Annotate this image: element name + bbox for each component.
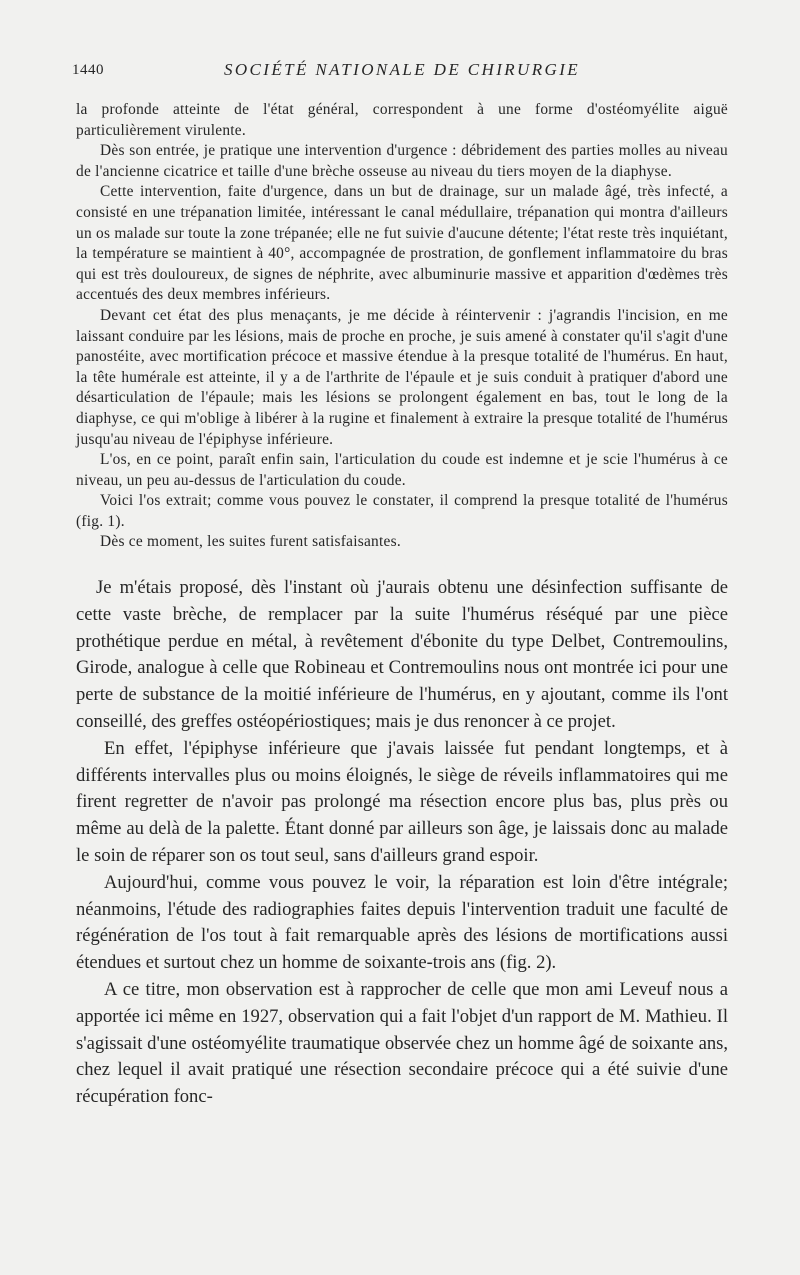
main-text-section (76, 575, 728, 1111)
document-page (72, 60, 728, 1111)
paragraph: L'os, en ce point, paraît enfin sain, l'articulation du coude est indemne et je scie l'humérus à ce niveau, un peu au-dessus de l'articulation du coude. (76, 451, 728, 489)
paragraph: A ce titre, mon observation est à rapprocher de celle que mon ami Leveuf nous a apportée ici même en 1927, observation qui a fait l'objet d'un rapport de M. Mathieu. Il s'agissait d'une ostéomyélite traumatique observée chez un homme âgé de soixante ans, chez lequel il avait pratiqué une résection secondaire précoce qui a été suivie d'une récupération fonc- (76, 979, 728, 1108)
paragraph: Voici l'os extrait; comme vous pouvez le constater, il comprend la presque totalité de l'humérus (fig. 1). (76, 492, 728, 530)
page-header (72, 60, 728, 88)
small-print-section (76, 100, 728, 553)
paragraph: Aujourd'hui, comme vous pouvez le voir, la réparation est loin d'être intégrale; néanmoins, l'étude des radiographies faites depuis l'intervention traduit une faculté de régénération de l'os tout à fait remarquable après des lésions de mortifications aussi étendues et surtout chez un homme de soixante-trois ans (fig. 2). (76, 871, 728, 974)
paragraph: la profonde atteinte de l'état général, correspondent à une forme d'ostéomyélite aiguë particulièrement virulente. (76, 101, 728, 139)
paragraph: Dès son entrée, je pratique une intervention d'urgence : débridement des parties molles au niveau de l'ancienne cicatrice et taille d'une brèche osseuse au niveau du tiers moyen de la diaphyse. (76, 142, 728, 180)
running-title: SOCIÉTÉ NATIONALE DE CHIRURGIE (223, 60, 581, 79)
paragraph: Je m'étais proposé, dès l'instant où j'aurais obtenu une désinfection suffisante de cette vaste brèche, de remplacer par la suite l'humérus réséqué par une pièce prothétique perdue en métal, à revêtement d'ébonite du type Delbet, Contremoulins, Girode, analogue à celle que Robineau et Contremoulins nous ont montrée ici pour une perte de substance de la moitié inférieure de l'humérus, en y ajoutant, comme ils l'ont conseillé, des greffes ostéopériostiques; mais je dus renoncer à ce projet. (76, 577, 728, 733)
paragraph: En effet, l'épiphyse inférieure que j'avais laissée fut pendant longtemps, et à différents intervalles plus ou moins éloignés, le siège de réveils inflammatoires qui me firent regretter de n'avoir pas prolongé ma résection encore plus bas, plus près ou même au delà de la palette. Étant donné par ailleurs son âge, je laissais donc au malade le soin de réparer son os tout seul, sans d'ailleurs grand espoir. (76, 737, 728, 867)
page-number: 1440 (72, 62, 104, 78)
paragraph: Devant cet état des plus menaçants, je me décide à réintervenir : j'agrandis l'incision, en me laissant conduire par les lésions, mais de proche en proche, je suis amené à constater qu'il s'agit d'une panostéite, avec mortification précoce et massive étendue à la presque totalité de l'humérus. En haut, la tête humérale est atteinte, il y a de l'arthrite de l'épaule et je suis conduit à pratiquer d'abord une désarticulation de l'épaule; mais les lésions se prolongent également en bas, tout le long de la diaphyse, ce qui m'oblige à libérer à la rugine et finalement à extraire la presque totalité de l'humérus jusqu'au niveau de l'épiphyse inférieure. (76, 306, 728, 448)
paragraph: Dès ce moment, les suites furent satisfaisantes. (100, 533, 401, 551)
paragraph: Cette intervention, faite d'urgence, dans un but de drainage, sur un malade âgé, très infecté, a consisté en une trépanation limitée, intéressant le canal médullaire, trépanation qui montra d'ailleurs un os malade sur toute la zone trépanée; elle ne fut suivie d'aucune détente; l'état reste très inquiétant, la température se maintient à 40°, accompagnée de prostration, de gonflement inflammatoire du bras qui est très douloureux, de signes de néphrite, avec albuminurie massive et apparition d'œdèmes très accentués des deux membres inférieurs. (76, 183, 728, 304)
